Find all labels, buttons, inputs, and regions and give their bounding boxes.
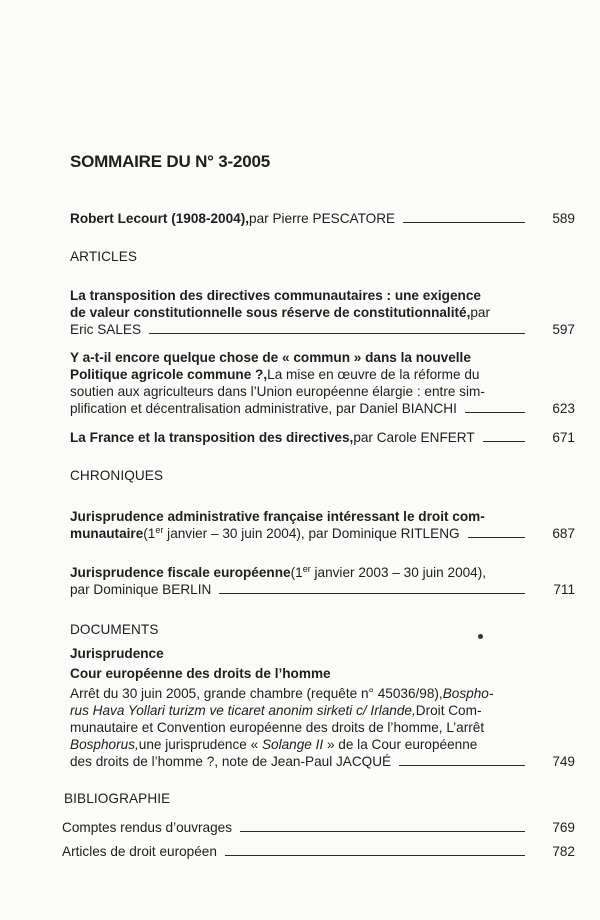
toc-entry-articles-droit[interactable] <box>62 843 575 860</box>
entry-text: des droits de l’homme ?, note de Jean-Paul JACQUÉ <box>70 754 392 769</box>
entry-text-italic: Bospho- <box>442 686 494 701</box>
entry-title-line: Jurisprudence administrative française intéressant le droit com- <box>70 509 485 524</box>
page-number: 597 <box>552 322 575 337</box>
toc-entry-sales[interactable] <box>70 287 575 338</box>
toc-entry-comptes-rendus[interactable] <box>62 819 575 836</box>
page-title: SOMMAIRE DU N° 3-2005 <box>70 152 271 171</box>
entry-author: par Dominique BERLIN <box>70 582 212 597</box>
section-heading-documents: DOCUMENTS <box>70 622 159 637</box>
period-end: janvier – 30 juin 2004), par Dominique RITLENG <box>163 526 460 541</box>
ordinal-sup: er <box>302 564 311 574</box>
entry-author: par Pierre PESCATORE <box>249 211 396 226</box>
entry-text: soutien aux agriculteurs dans l’Union européenne élargie : entre sim- <box>70 384 485 399</box>
dot-leader <box>483 441 525 442</box>
dot-leader <box>225 855 525 856</box>
toc-entry-enfert[interactable] <box>70 429 575 446</box>
page-number: 769 <box>552 820 575 835</box>
ordinal-sup: er <box>155 525 164 535</box>
entry-text: plification et décentralisation administrative, par Daniel BIANCHI <box>70 401 457 416</box>
dot-leader <box>240 831 525 832</box>
entry-title-line: Y a-t-il encore quelque chose de « commun » dans la nouvelle <box>70 350 471 365</box>
documents-subheading: Jurisprudence <box>70 646 164 661</box>
dot-leader <box>399 765 525 766</box>
toc-entry-bianchi[interactable] <box>70 349 575 417</box>
toc-entry-jacque[interactable] <box>70 645 575 770</box>
entry-title: La France et la transposition des directives, <box>70 430 354 445</box>
entry-text: La mise en œuvre de la réforme du <box>267 367 480 382</box>
entry-title-line: La transposition des directives communautaires : une exigence <box>70 288 481 303</box>
page-number: 671 <box>552 430 575 445</box>
toc-entry-lecourt[interactable] <box>70 210 575 227</box>
documents-court: Cour européenne des droits de l’homme <box>70 666 331 681</box>
toc-entry-berlin[interactable] <box>70 564 575 598</box>
dot-leader <box>468 537 525 538</box>
page-number: 749 <box>552 754 575 769</box>
section-heading-articles: ARTICLES <box>70 249 138 264</box>
entry-text: Droit Com- <box>415 703 482 718</box>
dot-leader <box>219 593 525 594</box>
period-end: janvier 2003 – 30 juin 2004), <box>310 565 487 580</box>
entry-period <box>143 525 459 542</box>
section-heading-bibliographie: BIBLIOGRAPHIE <box>64 791 171 806</box>
entry-text: une jurisprudence « <box>138 737 262 752</box>
toc-entry-ritleng[interactable] <box>70 508 575 542</box>
entry-author: par Carole ENFERT <box>353 430 475 445</box>
dot-leader <box>149 333 525 334</box>
entry-text-italic: rus Hava Yollari turizm ve ticaret anonim sirketi c/ Irlande, <box>70 703 416 718</box>
page-number: 782 <box>552 844 575 859</box>
entry-text: Comptes rendus d’ouvrages <box>62 820 233 835</box>
entry-title-line: munautaire <box>70 526 144 541</box>
period-start: (1 <box>143 526 156 541</box>
page-number: 623 <box>552 401 575 416</box>
entry-title: Jurisprudence fiscale européenne <box>70 565 291 580</box>
entry-period <box>291 564 486 581</box>
entry-text-italic: Bosphorus, <box>70 737 139 752</box>
period-start: (1 <box>290 565 303 580</box>
page-number: 711 <box>553 582 575 597</box>
entry-text: » de la Cour européenne <box>323 737 478 752</box>
entry-author: Eric SALES <box>70 322 142 337</box>
page-number: 589 <box>552 211 575 226</box>
ink-speck <box>478 634 483 639</box>
page-number: 687 <box>552 526 575 541</box>
entry-text: munautaire et Convention européenne des droits de l’homme, L’arrêt <box>70 720 485 735</box>
entry-text-italic: Solange II <box>261 737 324 752</box>
entry-title-line: Politique agricole commune ?, <box>70 367 268 382</box>
entry-title: Robert Lecourt (1908-2004), <box>70 211 250 226</box>
dot-leader <box>465 412 525 413</box>
entry-text: Articles de droit européen <box>62 844 217 859</box>
section-heading-chroniques: CHRONIQUES <box>70 468 164 483</box>
dot-leader <box>403 222 525 223</box>
entry-par: par <box>470 305 491 320</box>
entry-text: Arrêt du 30 juin 2005, grande chambre (requête n° 45036/98), <box>70 686 443 701</box>
entry-title-line: de valeur constitutionnelle sous réserve de constitutionnalité, <box>70 305 471 320</box>
